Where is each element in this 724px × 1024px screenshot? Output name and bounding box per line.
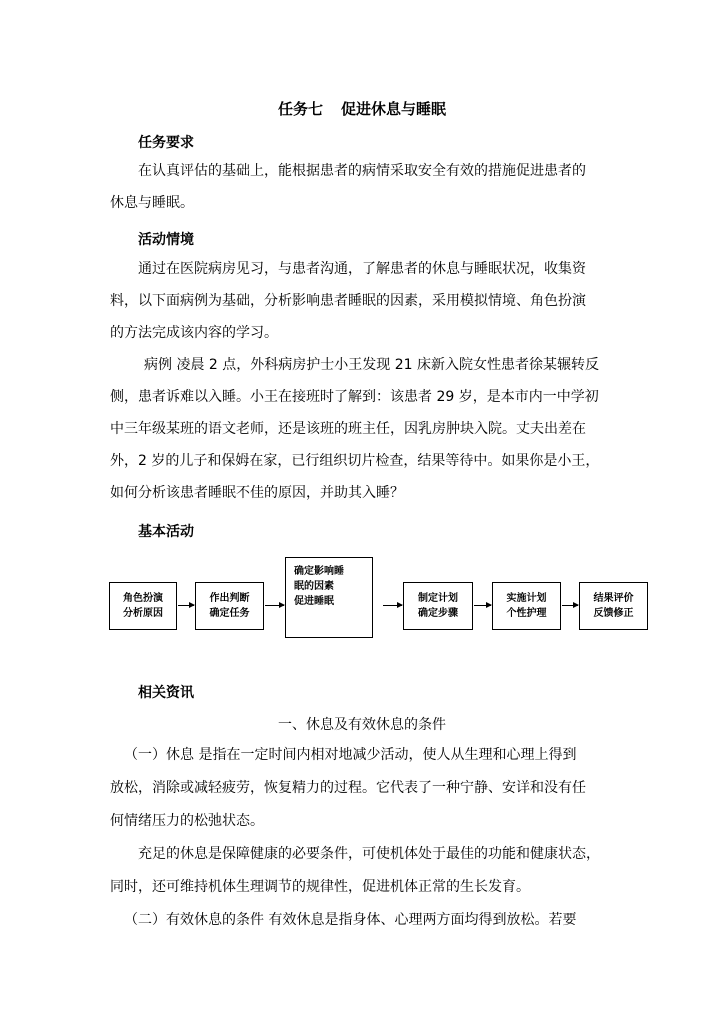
activity-heading: 基本活动 [138,524,194,540]
flow-step-plan [403,582,473,630]
flow-arrow-4 [474,605,491,606]
flow-step-1-line-2: 分析原因 [123,608,163,619]
info-p1-line-1: （一）休息 是指在一定时间内相对地减少活动，使人从生理和心理上得到 [124,747,577,763]
case-line-4: 外，2 岁的儿子和保姆在家，已行组织切片检查，结果等待中。如果你是小王， [110,453,600,469]
info-p3-line-1: （二）有效休息的条件 有效休息是指身体、心理两方面均得到放松。若要 [124,912,577,928]
requirements-line-1: 在认真评估的基础上，能根据患者的病情采取安全有效的措施促进患者的 [138,163,586,179]
flow-arrow-2 [265,605,284,606]
flow-step-factors [285,557,373,638]
flow-step-3-line-3: 促进睡眠 [294,596,334,607]
flow-step-6-line-1: 结果评价 [593,593,634,604]
flow-step-3-line-2: 眠的因素 [294,581,334,592]
requirements-line-2: 休息与睡眠。 [110,195,194,211]
flow-step-6-line-2: 反馈修正 [593,608,634,619]
scenario-intro-line-1: 通过在医院病房见习，与患者沟通，了解患者的休息与睡眠状况，收集资 [138,261,586,277]
flow-arrow-5 [562,605,578,606]
task-name: 促进休息与睡眠 [341,100,447,118]
flow-step-2-line-1: 作出判断 [209,593,250,604]
info-p2-line-1: 充足的休息是保障健康的必要条件，可使机体处于最佳的功能和健康状态， [138,846,600,862]
flow-arrow-3 [383,605,402,606]
flow-step-4-line-2: 确定步骤 [418,608,458,619]
flow-step-2-line-2: 确定任务 [209,608,250,619]
flow-step-5-line-1: 实施计划 [506,593,547,604]
scenario-intro-line-2: 料，以下面病例为基础，分析影响患者睡眠的因素，采用模拟情境、角色扮演 [110,293,586,309]
requirements-heading: 任务要求 [138,135,194,151]
flow-step-1-line-1: 角色扮演 [123,593,163,604]
info-heading: 相关资讯 [138,685,194,701]
scenario-heading: 活动情境 [138,232,194,248]
case-line-1: 病例 凌晨 2 点，外科病房护士小王发现 21 床新入院女性患者徐某辗转反 [144,357,599,373]
info-p2-line-2: 同时，还可维持机体生理调节的规律性，促进机体正常的生长发育。 [110,879,530,895]
flow-step-judgment [195,582,264,630]
flow-step-3-line-1: 确定影响睡 [294,566,344,577]
flow-step-implement [492,582,561,630]
flow-step-evaluate [579,582,648,630]
task-number: 任务七 [277,100,323,118]
case-line-3: 中三年级某班的语文老师，还是该班的班主任，因乳房肿块入院。丈夫出差在 [110,421,586,437]
flow-step-4-line-1: 制定计划 [418,593,458,604]
scenario-intro-line-3: 的方法完成该内容的学习。 [110,325,278,341]
flow-step-role-play [109,582,177,630]
page-title [0,98,724,119]
case-line-5: 如何分析该患者睡眠不佳的原因，并助其入睡？ [110,485,404,501]
case-line-2: 侧，患者诉难以入睡。小王在接班时了解到：该患者 29 岁，是本市内一中学初 [110,389,599,405]
info-p1-line-3: 何情绪压力的松弛状态。 [110,813,264,829]
flow-arrow-1 [178,605,194,606]
info-subtitle: 一、休息及有效休息的条件 [278,717,446,733]
flow-step-5-line-2: 个性护理 [506,608,547,619]
info-p1-line-2: 放松，消除或减轻疲劳，恢复精力的过程。它代表了一种宁静、安详和没有任 [110,780,586,796]
